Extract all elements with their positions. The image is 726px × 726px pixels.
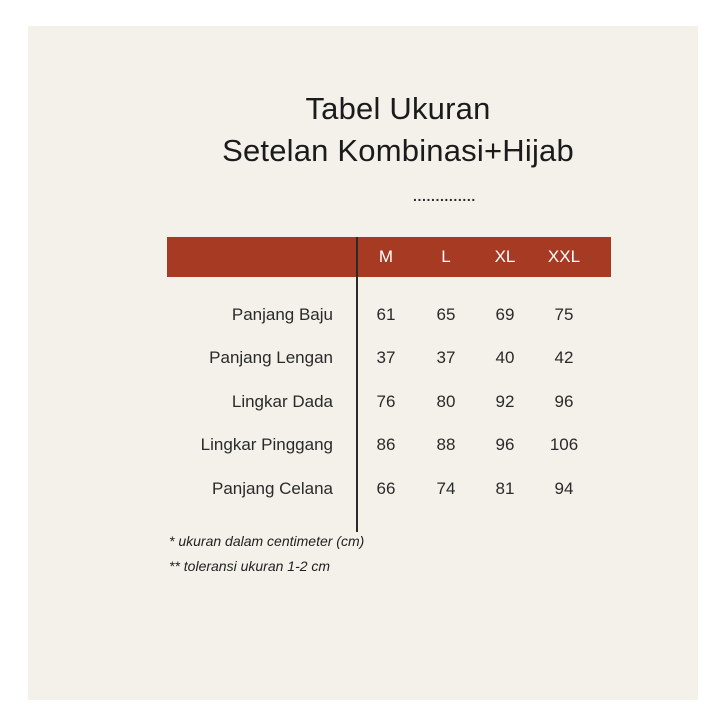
note-tolerance: ** toleransi ukuran 1-2 cm: [169, 558, 331, 574]
row-label-panjang-lengan: Panjang Lengan: [209, 348, 333, 367]
size-chart-card: [28, 26, 698, 700]
table-cell: 94: [554, 479, 574, 498]
row-label-panjang-baju: Panjang Baju: [231, 305, 333, 324]
table-cell: 80: [436, 392, 456, 411]
table-cell: 61: [376, 305, 396, 324]
table-cell: 66: [376, 479, 396, 498]
table-cell: 74: [436, 479, 456, 498]
table-cell: 106: [549, 435, 579, 454]
table-cell: 65: [436, 305, 456, 324]
table-cell: 96: [495, 435, 515, 454]
table-cell: 75: [554, 305, 574, 324]
header-size-l: L: [441, 247, 451, 266]
table-cell: 96: [554, 392, 574, 411]
table-cell: 76: [376, 392, 396, 411]
table-cell: 69: [495, 305, 515, 324]
header-size-m: M: [378, 247, 394, 266]
table-cell: 88: [436, 435, 456, 454]
title-line-1: Tabel Ukuran: [305, 91, 491, 126]
title-divider: ..............: [413, 188, 476, 204]
table-cell: 86: [376, 435, 396, 454]
table-cell: 92: [495, 392, 515, 411]
row-label-lingkar-dada: Lingkar Dada: [231, 392, 333, 411]
table-cell: 42: [554, 348, 574, 367]
table-cell: 37: [436, 348, 456, 367]
title-line-2: Setelan Kombinasi+Hijab: [222, 133, 574, 168]
table-cell: 40: [495, 348, 515, 367]
header-size-xl: XL: [494, 247, 516, 266]
header-size-xxl: XXL: [547, 247, 581, 266]
table-cell: 37: [376, 348, 396, 367]
row-label-panjang-celana: Panjang Celana: [212, 479, 333, 498]
table-cell: 81: [495, 479, 515, 498]
row-label-lingkar-pinggang: Lingkar Pinggang: [200, 435, 333, 454]
note-unit: * ukuran dalam centimeter (cm): [169, 533, 365, 549]
